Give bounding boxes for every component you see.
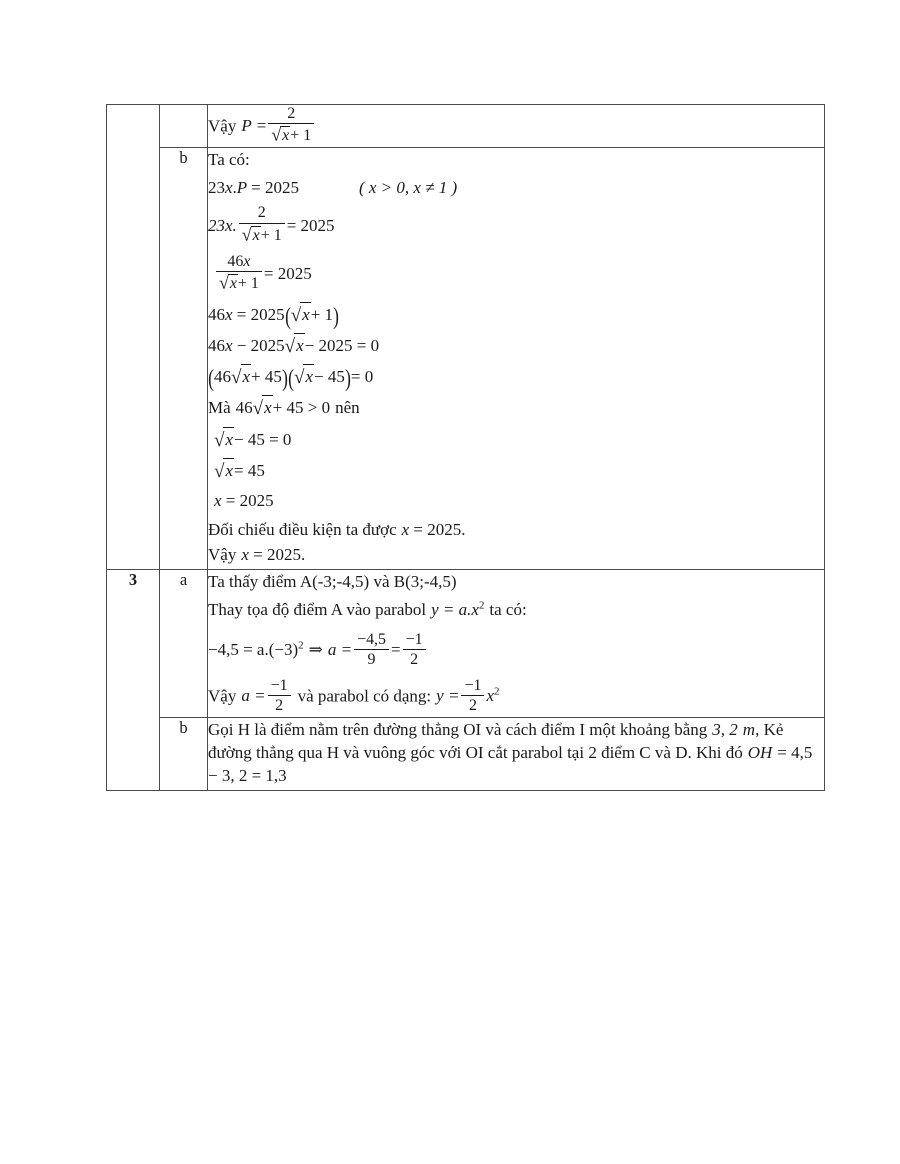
fraction-denominator: 2 (410, 650, 419, 668)
unit-m: m (742, 719, 756, 739)
variable-x: x (486, 686, 494, 706)
fraction-denominator: 2 (275, 697, 284, 715)
variable-y: y (431, 600, 439, 620)
radicand-x: x (223, 458, 234, 482)
vay-text: Vậy (208, 686, 237, 706)
denominator-tail: + 1 (237, 275, 259, 293)
doi-chieu-text: Đối chiếu điều kiện ta được (208, 519, 397, 539)
eq3-tail: = 2025 (263, 264, 312, 284)
question-number-cell-3 (107, 569, 160, 790)
fraction-numerator: 46x (216, 253, 262, 272)
vay-text: Vậy (208, 545, 237, 565)
fraction-denominator: √x+ 1 (219, 272, 259, 293)
inequality-tail: + 45 > 0 (272, 398, 331, 418)
coef-46: 46 (235, 398, 253, 418)
radicand-x: x (241, 364, 252, 388)
value-3-2: 3, 2 (712, 719, 738, 739)
fraction-numerator: 2 (239, 204, 285, 223)
table-row (107, 717, 825, 790)
equation-9: √x= 45 (208, 458, 824, 484)
denominator-tail: + 1 (290, 127, 312, 145)
table-row (107, 147, 825, 569)
equation-3 (208, 253, 824, 293)
equals-zero: = 0 (350, 367, 374, 387)
sub-part-cell-2b (160, 147, 208, 569)
radicand-x: x (303, 364, 314, 388)
equals-sign: = (256, 116, 267, 136)
solution-cell-3b (208, 717, 825, 790)
fraction-denominator: 2 (468, 697, 477, 715)
fraction-denominator: √x+ 1 (271, 124, 312, 145)
solution-cell-3a (208, 569, 825, 717)
sub-part-cell-3b (160, 717, 208, 790)
radicand-x: x (223, 427, 234, 451)
radicand-x: x (282, 127, 290, 145)
radicand-x: x (262, 395, 273, 419)
eq-lead: −4,5 = a.(−3) (208, 639, 299, 659)
exponent-2: 2 (478, 599, 485, 612)
fraction-numerator: 2 (268, 105, 314, 124)
eq5-tail: − 2025 = 0 (304, 335, 380, 355)
va-parabol-text: và parabol có dạng: (297, 686, 432, 706)
equation-10: x = 2025 (214, 491, 274, 511)
radicand-x: x (252, 226, 260, 244)
equation-vay-p (208, 105, 824, 145)
solution-cell-2b (208, 147, 825, 569)
equation-5: 46x − 2025√x− 2025 = 0 (208, 333, 824, 359)
variable-P: P (241, 116, 252, 136)
equation-1: 23x.P = 2025 ( x > 0, x ≠ 1 ) (208, 176, 824, 199)
conclusion-parabola (208, 677, 824, 715)
sub-part-label: a (179, 569, 188, 589)
intro-ta-co: Ta có: (208, 149, 250, 169)
text-part-2: , Kẻ đường thẳng qua H và vuông góc với OI cắt parabol tại 2 điểm C và D. Khi đó (208, 719, 784, 762)
a-equals: a = (241, 686, 266, 706)
fraction-46x-over-sqrtx-plus-1 (216, 253, 262, 293)
term-minus-45: − 45 (313, 367, 345, 387)
equation-6-factored: (46√x+ 45)(√x− 45)= 0 (208, 365, 374, 393)
text-part-1: Gọi H là điểm nằm trên đường thẳng OI và cách điểm I một khoảng bằng (208, 719, 708, 739)
fraction-P (268, 105, 314, 145)
fraction-numerator: −1 (461, 677, 484, 696)
sub-part-label: b (179, 147, 188, 167)
ma-lead: Mà (208, 398, 231, 418)
oh-computation: = 4,5 − 3, 2 = 1,3 (208, 743, 813, 786)
fraction-numerator: −1 (268, 677, 291, 696)
equation-4: 46x = 2025(√x+ 1) (208, 302, 339, 330)
vay-prefix: Vậy (208, 116, 237, 136)
equation-find-a (208, 631, 824, 669)
eq2-lead: 23x. (208, 215, 237, 235)
fraction-neg1-over-2 (403, 631, 426, 669)
fraction-numerator: −1 (403, 631, 426, 650)
solution-cell-vay-p (208, 105, 825, 148)
conclusion-vay-x: Vậy x = 2025. (208, 545, 306, 565)
exponent-2: 2 (298, 639, 304, 652)
eq2-tail: = 2025 (286, 215, 335, 235)
paragraph-3b (208, 718, 824, 788)
condition-domain: ( x > 0, x ≠ 1 ) (358, 178, 458, 198)
a-equals: a = (327, 639, 353, 659)
question-number-cell-blank (107, 105, 160, 570)
equation-7-ma: Mà 46√x+ 45 > 0 nên (208, 395, 824, 421)
table-row (107, 105, 825, 148)
equation-8: √x− 45 = 0 (208, 427, 824, 453)
denominator-tail: + 1 (260, 226, 282, 244)
sub-part-cell-blank (160, 105, 208, 148)
period: . (461, 519, 466, 539)
fraction-neg4p5-over-9 (354, 631, 389, 669)
sub-part-cell-3a (160, 569, 208, 717)
segment-OH: OH (747, 743, 773, 762)
parabola-expr: = a.x (442, 600, 479, 620)
conclusion-check-condition: Đối chiếu điều kiện ta được x = 2025. (208, 519, 466, 539)
eq8-tail: − 45 = 0 (234, 429, 292, 449)
fraction-2-over-sqrtx-plus-1 (239, 204, 285, 244)
line-substitute-A (208, 598, 824, 621)
eq9-tail: = 45 (234, 461, 265, 480)
y-equals: y = (436, 686, 460, 706)
term-plus-45: + 45 (251, 367, 282, 387)
table-row (107, 569, 825, 717)
radicand-x: x (294, 333, 305, 357)
question-number-label: 3 (128, 569, 138, 589)
fraction-numerator: −4,5 (354, 631, 389, 650)
ta-co-text: ta có: (489, 600, 527, 620)
nen-word: nên (335, 398, 360, 418)
fraction-denominator: √x+ 1 (241, 224, 282, 245)
line-points-AB: Ta thấy điểm A(-3;-4,5) và B(3;-4,5) (208, 571, 457, 591)
period: . (300, 545, 306, 565)
answer-key-table (106, 104, 825, 791)
equation-2 (208, 204, 824, 244)
radicand-x: x (300, 302, 311, 326)
coef-46: 46 (214, 367, 232, 387)
eq4-tail: + 1 (310, 304, 334, 324)
fraction-neg1-over-2 (461, 677, 484, 715)
fraction-denominator: 9 (367, 650, 376, 668)
thay-toa-do-text: Thay tọa độ điểm A vào parabol (208, 600, 427, 620)
implies-arrow: ⇒ (308, 639, 323, 659)
radicand-x: x (229, 275, 237, 293)
sub-part-label: b (179, 717, 188, 737)
fraction-neg1-over-2 (268, 677, 291, 715)
exponent-2: 2 (493, 685, 500, 698)
equals-sign: = (391, 639, 401, 659)
